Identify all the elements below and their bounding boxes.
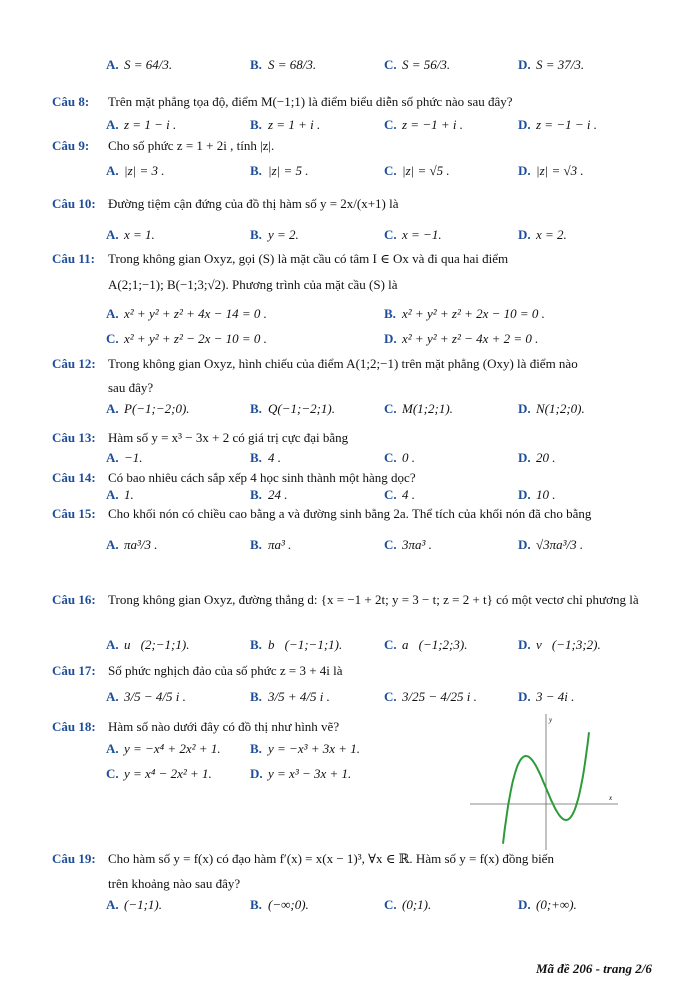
option-text: (−1;1).	[124, 897, 163, 912]
question-number: Câu 13:	[52, 430, 96, 445]
question-text: Trên mặt phẳng tọa độ, điểm M(−1;1) là điểm biểu diễn số phức nào sau đây?	[108, 94, 513, 109]
option-label: A.	[106, 401, 119, 416]
option-label: C.	[384, 637, 397, 652]
option-text: |z| = √3 .	[536, 163, 584, 178]
question-text: Đường tiệm cận đứng của đồ thị hàm số y = 2x/(x+1) là	[108, 196, 399, 211]
option-text: x = 2.	[536, 227, 567, 242]
option-label: C.	[384, 487, 397, 502]
question-number: Câu 16:	[52, 592, 96, 607]
option-label: C.	[384, 537, 397, 552]
option-text: S = 37/3.	[536, 57, 585, 72]
question-number: Câu 11:	[52, 251, 95, 266]
option-label: A.	[106, 897, 119, 912]
option-label: A.	[106, 637, 119, 652]
x-axis-label: x	[609, 794, 613, 802]
option-text: 10 .	[536, 487, 556, 502]
option-text: |z| = √5 .	[402, 163, 450, 178]
question-number: Câu 17:	[52, 663, 96, 678]
option-label: B.	[250, 117, 262, 132]
option-label: A.	[106, 741, 119, 756]
option-text: P(−1;−2;0).	[124, 401, 190, 416]
option-label: B.	[250, 897, 262, 912]
option-label: A.	[106, 163, 119, 178]
option-text: S = 56/3.	[402, 57, 451, 72]
option-label: A.	[106, 450, 119, 465]
option-label: B.	[250, 487, 262, 502]
option-label: B.	[250, 689, 262, 704]
option-label: B.	[250, 537, 262, 552]
option-text: 3/5 + 4/5 i .	[268, 689, 330, 704]
option-text: x² + y² + z² + 4x − 14 = 0 .	[124, 306, 267, 321]
option-label: D.	[518, 227, 531, 242]
option-text: (−∞;0).	[268, 897, 309, 912]
option-label: C.	[384, 163, 397, 178]
option-text: 3 − 4i .	[536, 689, 575, 704]
option-label: B.	[250, 741, 262, 756]
option-label: A.	[106, 227, 119, 242]
option-label: D.	[518, 689, 531, 704]
option-label: D.	[518, 637, 531, 652]
option-text: 20 .	[536, 450, 556, 465]
question-text: Trong không gian Oxyz, gọi (S) là mặt cầu có tâm I ∈ Ox và đi qua hai điểm	[108, 251, 509, 266]
option-text: 1.	[124, 487, 134, 502]
option-text: x = 1.	[124, 227, 155, 242]
question-number: Câu 12:	[52, 356, 96, 371]
option-text: y = −x⁴ + 2x² + 1.	[124, 741, 221, 756]
option-text: 4 .	[402, 487, 415, 502]
option-text: 24 .	[268, 487, 288, 502]
option-text: 0 .	[402, 450, 415, 465]
question-number: Câu 19:	[52, 851, 96, 866]
option-label: C.	[384, 401, 397, 416]
option-text: √3πa³/3 .	[536, 537, 584, 552]
option-label: C.	[384, 57, 397, 72]
option-text: πa³/3 .	[124, 537, 158, 552]
question-text: Số phức nghịch đảo của số phức z = 3 + 4i là	[108, 663, 343, 678]
option-text: z = −1 + i .	[402, 117, 463, 132]
question-text: Trong không gian Oxyz, đường thẳng d: {x = −1 + 2t; y = 3 − t; z = 2 + t} có một vectơ chỉ phương là	[108, 592, 639, 607]
option-text: v⃗(−1;3;2).	[536, 637, 601, 652]
question-number: Câu 9:	[52, 138, 90, 153]
option-label: A.	[106, 306, 119, 321]
y-axis-label: y	[549, 716, 553, 724]
option-text: 3/25 − 4/25 i .	[402, 689, 477, 704]
option-label: C.	[384, 450, 397, 465]
option-label: D.	[518, 897, 531, 912]
option-label: A.	[106, 487, 119, 502]
question-text: A(2;1;−1); B(−1;3;√2). Phương trình của mặt cầu (S) là	[108, 277, 398, 292]
option-text: πa³ .	[268, 537, 292, 552]
question-text: trên khoảng nào sau đây?	[108, 876, 241, 891]
question-number: Câu 18:	[52, 719, 96, 734]
option-text: z = −1 − i .	[536, 117, 597, 132]
option-label: D.	[518, 57, 531, 72]
option-text: S = 68/3.	[268, 57, 317, 72]
option-label: D.	[518, 163, 531, 178]
option-text: x² + y² + z² − 4x + 2 = 0 .	[402, 331, 539, 346]
option-text: |z| = 3 .	[124, 163, 165, 178]
option-label: B.	[250, 637, 262, 652]
option-label: D.	[518, 401, 531, 416]
page-footer: Mã đề 206 - trang 2/6	[536, 961, 652, 976]
option-text: u⃗(2;−1;1).	[124, 637, 190, 652]
question-number: Câu 10:	[52, 196, 96, 211]
option-label: C.	[384, 227, 397, 242]
question-text: Trong không gian Oxyz, hình chiếu của điểm A(1;2;−1) trên mặt phẳng (Oxy) là điểm nào	[108, 356, 578, 371]
option-text: (0;1).	[402, 897, 432, 912]
question-number: Câu 8:	[52, 94, 90, 109]
question-text: Cho khối nón có chiều cao bằng a và đường sinh bằng 2a. Thể tích của khối nón đã cho bằng	[108, 506, 592, 521]
option-text: S = 64/3.	[124, 57, 173, 72]
option-label: A.	[106, 117, 119, 132]
option-text: b⃗(−1;−1;1).	[268, 637, 343, 652]
option-text: x = −1.	[402, 227, 442, 242]
option-label: D.	[518, 487, 531, 502]
option-text: y = x⁴ − 2x² + 1.	[124, 766, 212, 781]
option-label: C.	[384, 689, 397, 704]
option-label: D.	[518, 537, 531, 552]
question-text: Có bao nhiêu cách sắp xếp 4 học sinh thành một hàng dọc?	[108, 470, 416, 485]
option-label: B.	[250, 450, 262, 465]
option-text: 3πa³ .	[402, 537, 432, 552]
option-label: A.	[106, 537, 119, 552]
option-text: x² + y² + z² − 2x − 10 = 0 .	[124, 331, 267, 346]
option-label: B.	[384, 306, 396, 321]
option-label: D.	[518, 117, 531, 132]
option-text: a⃗(−1;2;3).	[402, 637, 468, 652]
option-text: z = 1 − i .	[124, 117, 177, 132]
option-label: B.	[250, 163, 262, 178]
option-label: C.	[384, 117, 397, 132]
option-label: B.	[250, 57, 262, 72]
option-text: y = −x³ + 3x + 1.	[268, 741, 361, 756]
option-label: C.	[106, 331, 119, 346]
option-label: A.	[106, 57, 119, 72]
option-text: M(1;2;1).	[402, 401, 453, 416]
option-label: A.	[106, 689, 119, 704]
question-text: Hàm số y = x³ − 3x + 2 có giá trị cực đại bằng	[108, 430, 349, 445]
option-label: B.	[250, 401, 262, 416]
option-text: −1.	[124, 450, 143, 465]
option-label: B.	[250, 227, 262, 242]
option-text: Q(−1;−2;1).	[268, 401, 335, 416]
option-text: x² + y² + z² + 2x − 10 = 0 .	[402, 306, 545, 321]
option-label: D.	[518, 450, 531, 465]
question-number: Câu 14:	[52, 470, 96, 485]
option-text: y = 2.	[268, 227, 299, 242]
option-label: D.	[384, 331, 397, 346]
option-text: (0;+∞).	[536, 897, 577, 912]
option-text: 3/5 − 4/5 i .	[124, 689, 186, 704]
option-text: y = x³ − 3x + 1.	[268, 766, 352, 781]
option-text: N(1;2;0).	[536, 401, 585, 416]
question-number: Câu 15:	[52, 506, 96, 521]
option-text: |z| = 5 .	[268, 163, 309, 178]
option-label: D.	[250, 766, 263, 781]
question-text: sau đây?	[108, 380, 154, 395]
question-text: Hàm số nào dưới đây có đồ thị như hình vẽ?	[108, 719, 340, 734]
option-label: C.	[106, 766, 119, 781]
question-text: Cho hàm số y = f(x) có đạo hàm f′(x) = x(x − 1)³, ∀x ∈ ℝ. Hàm số y = f(x) đồng biến	[108, 851, 554, 866]
option-text: z = 1 + i .	[268, 117, 321, 132]
option-label: C.	[384, 897, 397, 912]
cubic-graph-figure	[470, 712, 620, 852]
option-text: 4 .	[268, 450, 281, 465]
question-text: Cho số phức z = 1 + 2i , tính |z|.	[108, 138, 275, 153]
